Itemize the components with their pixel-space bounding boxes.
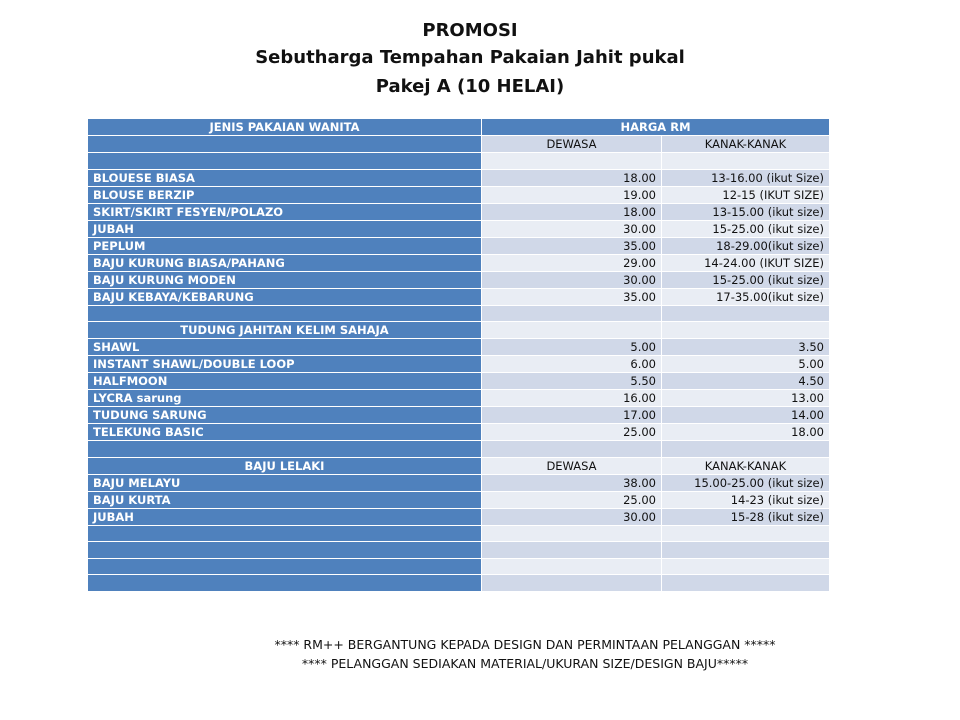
blank-row bbox=[88, 305, 830, 322]
table-row bbox=[88, 271, 830, 288]
section-title-tudung: TUDUNG JAHITAN KELIM SAHAJA bbox=[88, 322, 482, 339]
table-row bbox=[88, 424, 830, 441]
child-price: 14-23 (ikut size) bbox=[662, 491, 830, 508]
child-price: 13-15.00 (ikut size) bbox=[662, 203, 830, 220]
item-name: JUBAH bbox=[88, 508, 482, 525]
child-price: 4.50 bbox=[662, 373, 830, 390]
blank-cell bbox=[662, 558, 830, 575]
adult-price: 29.00 bbox=[482, 254, 662, 271]
title-block bbox=[0, 18, 960, 101]
men-adult-header: DEWASA bbox=[482, 457, 662, 474]
adult-price: 25.00 bbox=[482, 491, 662, 508]
adult-price: 19.00 bbox=[482, 186, 662, 203]
blank-cell bbox=[482, 525, 662, 542]
child-price: 15.00-25.00 (ikut size) bbox=[662, 474, 830, 491]
child-price: 18-29.00(ikut size) bbox=[662, 237, 830, 254]
table-row bbox=[88, 390, 830, 407]
item-name: INSTANT SHAWL/DOUBLE LOOP bbox=[88, 356, 482, 373]
section-row-tudung bbox=[88, 322, 830, 339]
quote-subtitle: Sebutharga Tempahan Pakaian Jahit pukal bbox=[255, 47, 685, 68]
blank-row bbox=[88, 542, 830, 559]
item-name: BAJU KEBAYA/KEBARUNG bbox=[88, 288, 482, 305]
blank-row bbox=[88, 575, 830, 592]
item-name: BAJU KURTA bbox=[88, 491, 482, 508]
blank-row bbox=[88, 153, 830, 170]
table-row bbox=[88, 508, 830, 525]
item-name: LYCRA sarung bbox=[88, 390, 482, 407]
item-name: SKIRT/SKIRT FESYEN/POLAZO bbox=[88, 203, 482, 220]
blank-cell bbox=[88, 153, 482, 170]
item-name: BAJU KURUNG MODEN bbox=[88, 271, 482, 288]
table-header-row bbox=[88, 119, 830, 136]
child-price: 15-25.00 (ikut size) bbox=[662, 271, 830, 288]
item-name: TELEKUNG BASIC bbox=[88, 424, 482, 441]
table-row bbox=[88, 288, 830, 305]
adult-price: 6.00 bbox=[482, 356, 662, 373]
header-women-clothing: JENIS PAKAIAN WANITA bbox=[88, 119, 482, 136]
promo-title: PROMOSI bbox=[422, 20, 518, 41]
blank-cell bbox=[88, 558, 482, 575]
table-row bbox=[88, 356, 830, 373]
blank-cell bbox=[662, 575, 830, 592]
subheader-adult: DEWASA bbox=[482, 136, 662, 153]
table-row bbox=[88, 237, 830, 254]
blank-cell bbox=[662, 305, 830, 322]
child-price: 13.00 bbox=[662, 390, 830, 407]
table-row bbox=[88, 491, 830, 508]
adult-price: 18.00 bbox=[482, 203, 662, 220]
subheader-blank bbox=[88, 136, 482, 153]
adult-price: 38.00 bbox=[482, 474, 662, 491]
item-name: JUBAH bbox=[88, 220, 482, 237]
child-price: 15-25.00 (ikut size) bbox=[662, 220, 830, 237]
section-title-men: BAJU LELAKI bbox=[88, 457, 482, 474]
adult-price: 16.00 bbox=[482, 390, 662, 407]
item-name: BAJU MELAYU bbox=[88, 474, 482, 491]
adult-price: 30.00 bbox=[482, 271, 662, 288]
blank-row bbox=[88, 525, 830, 542]
blank-cell bbox=[482, 305, 662, 322]
price-table bbox=[87, 118, 830, 592]
blank-cell bbox=[482, 153, 662, 170]
blank-row bbox=[88, 558, 830, 575]
adult-price: 35.00 bbox=[482, 237, 662, 254]
adult-price: 30.00 bbox=[482, 220, 662, 237]
child-price: 12-15 (IKUT SIZE) bbox=[662, 186, 830, 203]
blank-cell bbox=[662, 542, 830, 559]
blank-cell bbox=[88, 305, 482, 322]
adult-price: 25.00 bbox=[482, 424, 662, 441]
adult-price: 5.00 bbox=[482, 339, 662, 356]
table-row bbox=[88, 220, 830, 237]
footnote-pricing: **** RM++ BERGANTUNG KEPADA DESIGN DAN PERMINTAAN PELANGGAN ***** bbox=[274, 637, 776, 652]
item-name: PEPLUM bbox=[88, 237, 482, 254]
adult-price: 18.00 bbox=[482, 169, 662, 186]
adult-price: 17.00 bbox=[482, 407, 662, 424]
child-price: 13-16.00 (ikut Size) bbox=[662, 169, 830, 186]
child-price: 18.00 bbox=[662, 424, 830, 441]
item-name: BAJU KURUNG BIASA/PAHANG bbox=[88, 254, 482, 271]
blank-cell bbox=[88, 575, 482, 592]
footnotes bbox=[0, 635, 960, 673]
blank-cell bbox=[482, 575, 662, 592]
item-name: SHAWL bbox=[88, 339, 482, 356]
child-price: 3.50 bbox=[662, 339, 830, 356]
subheader-child: KANAK-KANAK bbox=[662, 136, 830, 153]
child-price: 15-28 (ikut size) bbox=[662, 508, 830, 525]
header-price-rm: HARGA RM bbox=[482, 119, 830, 136]
table-row bbox=[88, 474, 830, 491]
adult-price: 30.00 bbox=[482, 508, 662, 525]
table-row bbox=[88, 186, 830, 203]
table-row bbox=[88, 254, 830, 271]
blank-cell bbox=[88, 542, 482, 559]
blank-cell bbox=[482, 322, 662, 339]
footnote-material: **** PELANGGAN SEDIAKAN MATERIAL/UKURAN SIZE/DESIGN BAJU***** bbox=[301, 656, 749, 671]
blank-cell bbox=[662, 525, 830, 542]
item-name: TUDUNG SARUNG bbox=[88, 407, 482, 424]
blank-cell bbox=[482, 542, 662, 559]
blank-cell bbox=[482, 441, 662, 458]
table-row bbox=[88, 373, 830, 390]
blank-cell bbox=[662, 441, 830, 458]
men-child-header: KANAK-KANAK bbox=[662, 457, 830, 474]
adult-price: 5.50 bbox=[482, 373, 662, 390]
table-row bbox=[88, 407, 830, 424]
blank-cell bbox=[88, 441, 482, 458]
blank-cell bbox=[662, 153, 830, 170]
blank-cell bbox=[482, 558, 662, 575]
item-name: HALFMOON bbox=[88, 373, 482, 390]
blank-cell bbox=[88, 525, 482, 542]
child-price: 14.00 bbox=[662, 407, 830, 424]
package-title: Pakej A (10 HELAI) bbox=[375, 76, 565, 97]
child-price: 14-24.00 (IKUT SIZE) bbox=[662, 254, 830, 271]
child-price: 5.00 bbox=[662, 356, 830, 373]
table-subheader-row bbox=[88, 136, 830, 153]
adult-price: 35.00 bbox=[482, 288, 662, 305]
table-row bbox=[88, 203, 830, 220]
blank-row bbox=[88, 441, 830, 458]
child-price: 17-35.00(ikut size) bbox=[662, 288, 830, 305]
table-row bbox=[88, 169, 830, 186]
item-name: BLOUESE BIASA bbox=[88, 169, 482, 186]
item-name: BLOUSE BERZIP bbox=[88, 186, 482, 203]
table-row bbox=[88, 339, 830, 356]
section-row-men bbox=[88, 457, 830, 474]
blank-cell bbox=[662, 322, 830, 339]
